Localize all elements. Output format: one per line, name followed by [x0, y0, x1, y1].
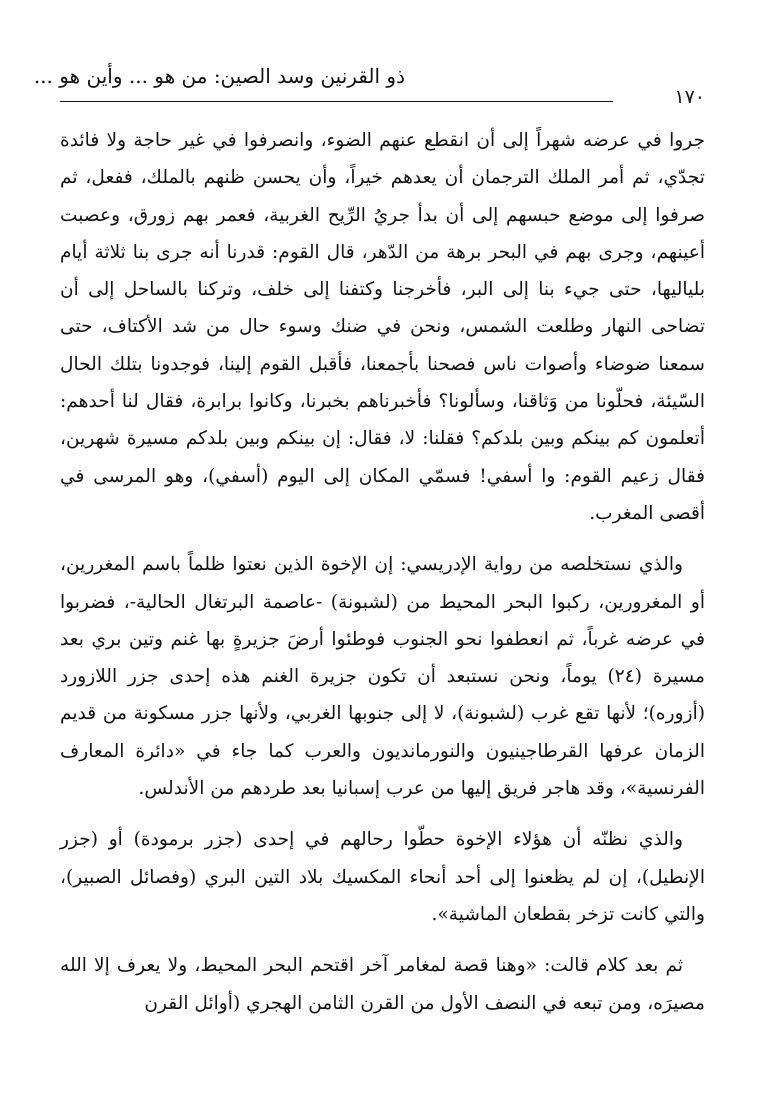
paragraph: والذي نستخلصه من رواية الإدريسي: إن الإخوة الذين نعتوا ظلماً باسم المغررين، أو المغرورين، ركبوا البحر المحيط من (لشبونة) -عاصمة البرتغال الحالية-، فضربوا في عرضه غرباً، ثم انعطفوا نحو الجنوب فوطئوا أرضَ جزيرةٍ بها غنم وتين بري بعد مسيرة (٢٤) يوماً، ونحن نستبعد أن تكون جزيرة الغنم هذه إحدى جزر اللازورد (أزوره)؛ لأنها تقع غرب (لشبونة)، لا إلى جنوبها الغربي، ولأنها جزر مسكونة من قديم الزمان عرفها القرطاجينيون والنورمانديون والعرب كما جاء في «دائرة المعارف الفرنسية»، وقد هاجر فريق إليها من عرب إسبانيا بعد طردهم من الأندلس.	[60, 554, 705, 800]
running-header	[33, 60, 705, 108]
body-text	[60, 122, 705, 1036]
paragraph: جروا في عرضه شهراً إلى أن انقطع عنهم الضوء، وانصرفوا في غير حاجة ولا فائدة تجدّي، ثم أمر الملك الترجمان أن يعدهم خيراً، وأن يحسن ظنهم بالملك، ففعل، ثم صرفوا إلى موضع حبسهم إلى أن بدأ جريُ الرِّيح الغربية، فعمر بهم زورق، وعصبت أعينهم، وجرى بهم في البحر برهة من الدّهر، قال القوم: قدرنا أنه جرى بنا ثلاثة أيام بلياليها، حتى جيء بنا إلى البر، فأخرجنا وكتفنا إلى خلف، وتركنا بالساحل إلى أن تضاحى النهار وطلعت الشمس، ونحن في ضنك وسوء حال من شد الأكتاف، حتى سمعنا ضوضاء وأصوات ناس فصحنا بأجمعنا، فأقبل القوم إلينا، فوجدونا بتلك الحال السّيئة، فحلّونا من وَثاقنا، وسألونا؟ فأخبرناهم بخبرنا، وكانوا برابرة، فقال لنا أحدهم: أتعلمون كم بينكم وبين بلدكم؟ فقلنا: لا، فقال: إن بينكم وبين بلدكم مسيرة شهرين، فقال زعيم القوم: وا أسفي! فسمّي المكان إلى اليوم (أسفي)، وهو المرسى في أقصى المغرب.	[60, 130, 705, 524]
paragraph: ثم بعد كلام قالت: «وهنا قصة لمغامر آخر اقتحم البحر المحيط، ولا يعرف إلا الله مصيرَه، ومن تبعه في النصف الأول من القرن الثامن الهجري (أوائل القرن	[60, 955, 705, 1014]
paragraph: والذي نظنّه أن هؤلاء الإخوة حطّوا رحالهم في إحدى (جزر برمودة) أو (جزر الإنطيل)، إن لم يظعنوا إلى أحد أنحاء المكسيك بلاد التين البري (وفصائل الصبير)، والتي كانت تزخر بقطعان الماشية».	[60, 829, 705, 925]
header-rule	[60, 101, 613, 102]
page-number: ١٧٠	[674, 86, 705, 108]
running-title: ذو القرنين وسد الصين: من هو ... وأين هو ...	[33, 64, 405, 88]
